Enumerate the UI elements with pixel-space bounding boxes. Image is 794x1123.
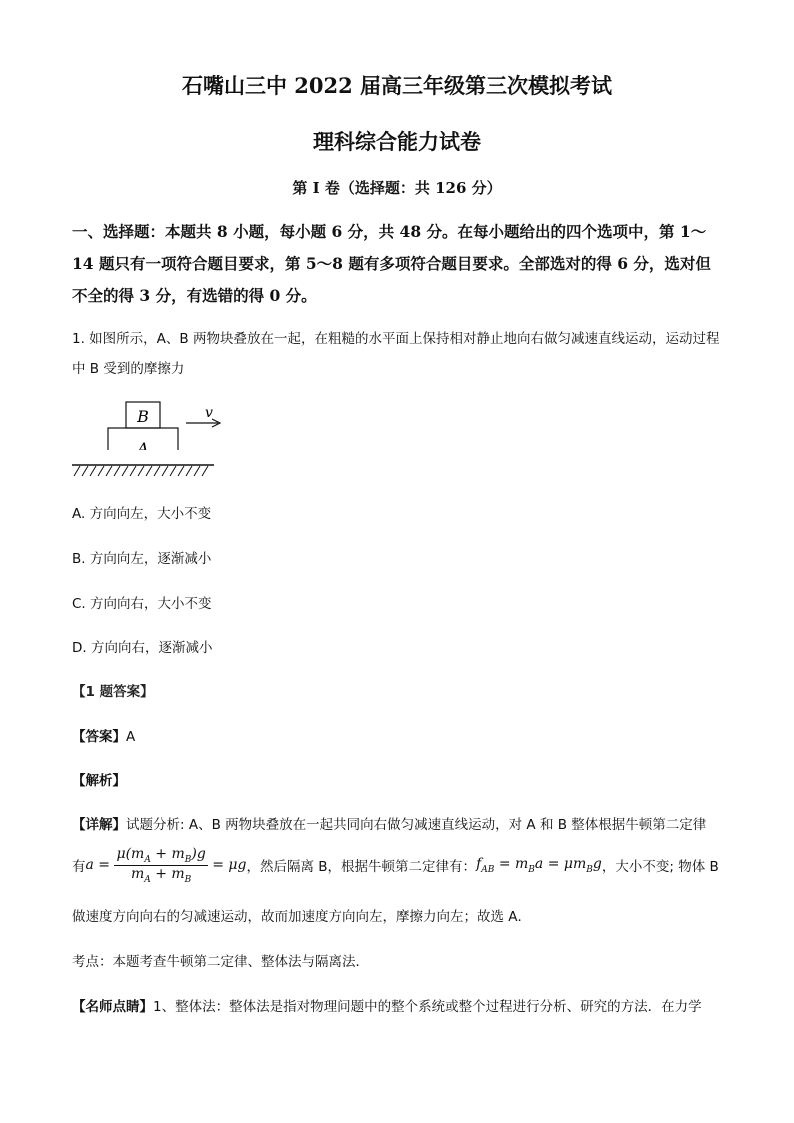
blocks-diagram: [70, 398, 230, 450]
option-a: A. 方向向左，大小不变: [72, 506, 212, 522]
option-b: B. 方向向左，逐渐减小: [72, 551, 212, 567]
blocks-figure: [70, 398, 230, 455]
tip-tag: 【名师点睛】: [72, 999, 153, 1015]
detail-line: [72, 813, 724, 833]
answer-line: [72, 725, 135, 745]
block-b-label: B: [137, 407, 149, 426]
ground-surface: [72, 464, 214, 478]
friction-formula: $f_{AB} = m_Ba = \mu m_Bg$: [476, 855, 602, 875]
formula-line: [72, 846, 732, 885]
volume-heading: 第 I 卷（选择题：共 126 分）: [292, 179, 502, 197]
exam-subtitle: 理科综合能力试卷: [313, 129, 481, 154]
block-a-label: A: [137, 439, 149, 450]
velocity-label: v: [205, 405, 213, 421]
question-stem: 1. 如图所示，A、B 两物块叠放在一起，在粗糙的水平面上保持相对静止地向右做匀减速直线运动，运动过程中 B 受到的摩擦力: [72, 331, 720, 377]
detail-conclusion: 做速度方向向右的匀减速运动，故而加速度方向向左，摩擦力向左；故选 A．: [72, 909, 532, 925]
option-c: C. 方向向右，大小不变: [72, 596, 212, 612]
option-d: D. 方向向右，逐渐减小: [72, 640, 213, 656]
detail-tag: 【详解】: [72, 817, 126, 833]
kaodian-text: 考点：本题考查牛顿第二定律、整体法与隔离法．: [72, 954, 369, 970]
formula-mid: ，然后隔离 B，根据牛顿第二定律有：: [246, 859, 477, 876]
answer-section-heading: 【1 题答案】: [72, 684, 154, 700]
tip-line: [72, 995, 732, 1015]
answer-tag: 【答案】: [72, 729, 126, 745]
acceleration-formula: a = $\frac{\mu(m_A + m_B)g}{m_A + m_B}$ = μg: [85, 846, 247, 885]
formula-suffix: ，大小不变; 物体 B: [601, 859, 719, 876]
answer-value: A: [126, 729, 136, 745]
section-instructions: 一、选择题：本题共 8 小题，每小题 6 分，共 48 分。在每小题给出的四个选项中，第 1～14 题只有一项符合题目要求，第 5～8 题有多项符合题目要求。全部选对的得 6 分，选对但不全的得 3 分，有选错的得 0 分。: [72, 222, 711, 305]
tip-text: 1、整体法：整体法是指对物理问题中的整个系统或整个过程进行分析、研究的方法．在力学: [153, 999, 702, 1015]
formula-prefix: 有: [72, 859, 86, 876]
exam-title: 石嘴山三中 2022 届高三年级第三次模拟考试: [181, 73, 613, 98]
analysis-tag: 【解析】: [72, 773, 126, 789]
detail-text: 试题分析: A、B 两物块叠放在一起共同向右做匀减速直线运动，对 A 和 B 整体根据牛顿第二定律: [126, 817, 707, 833]
